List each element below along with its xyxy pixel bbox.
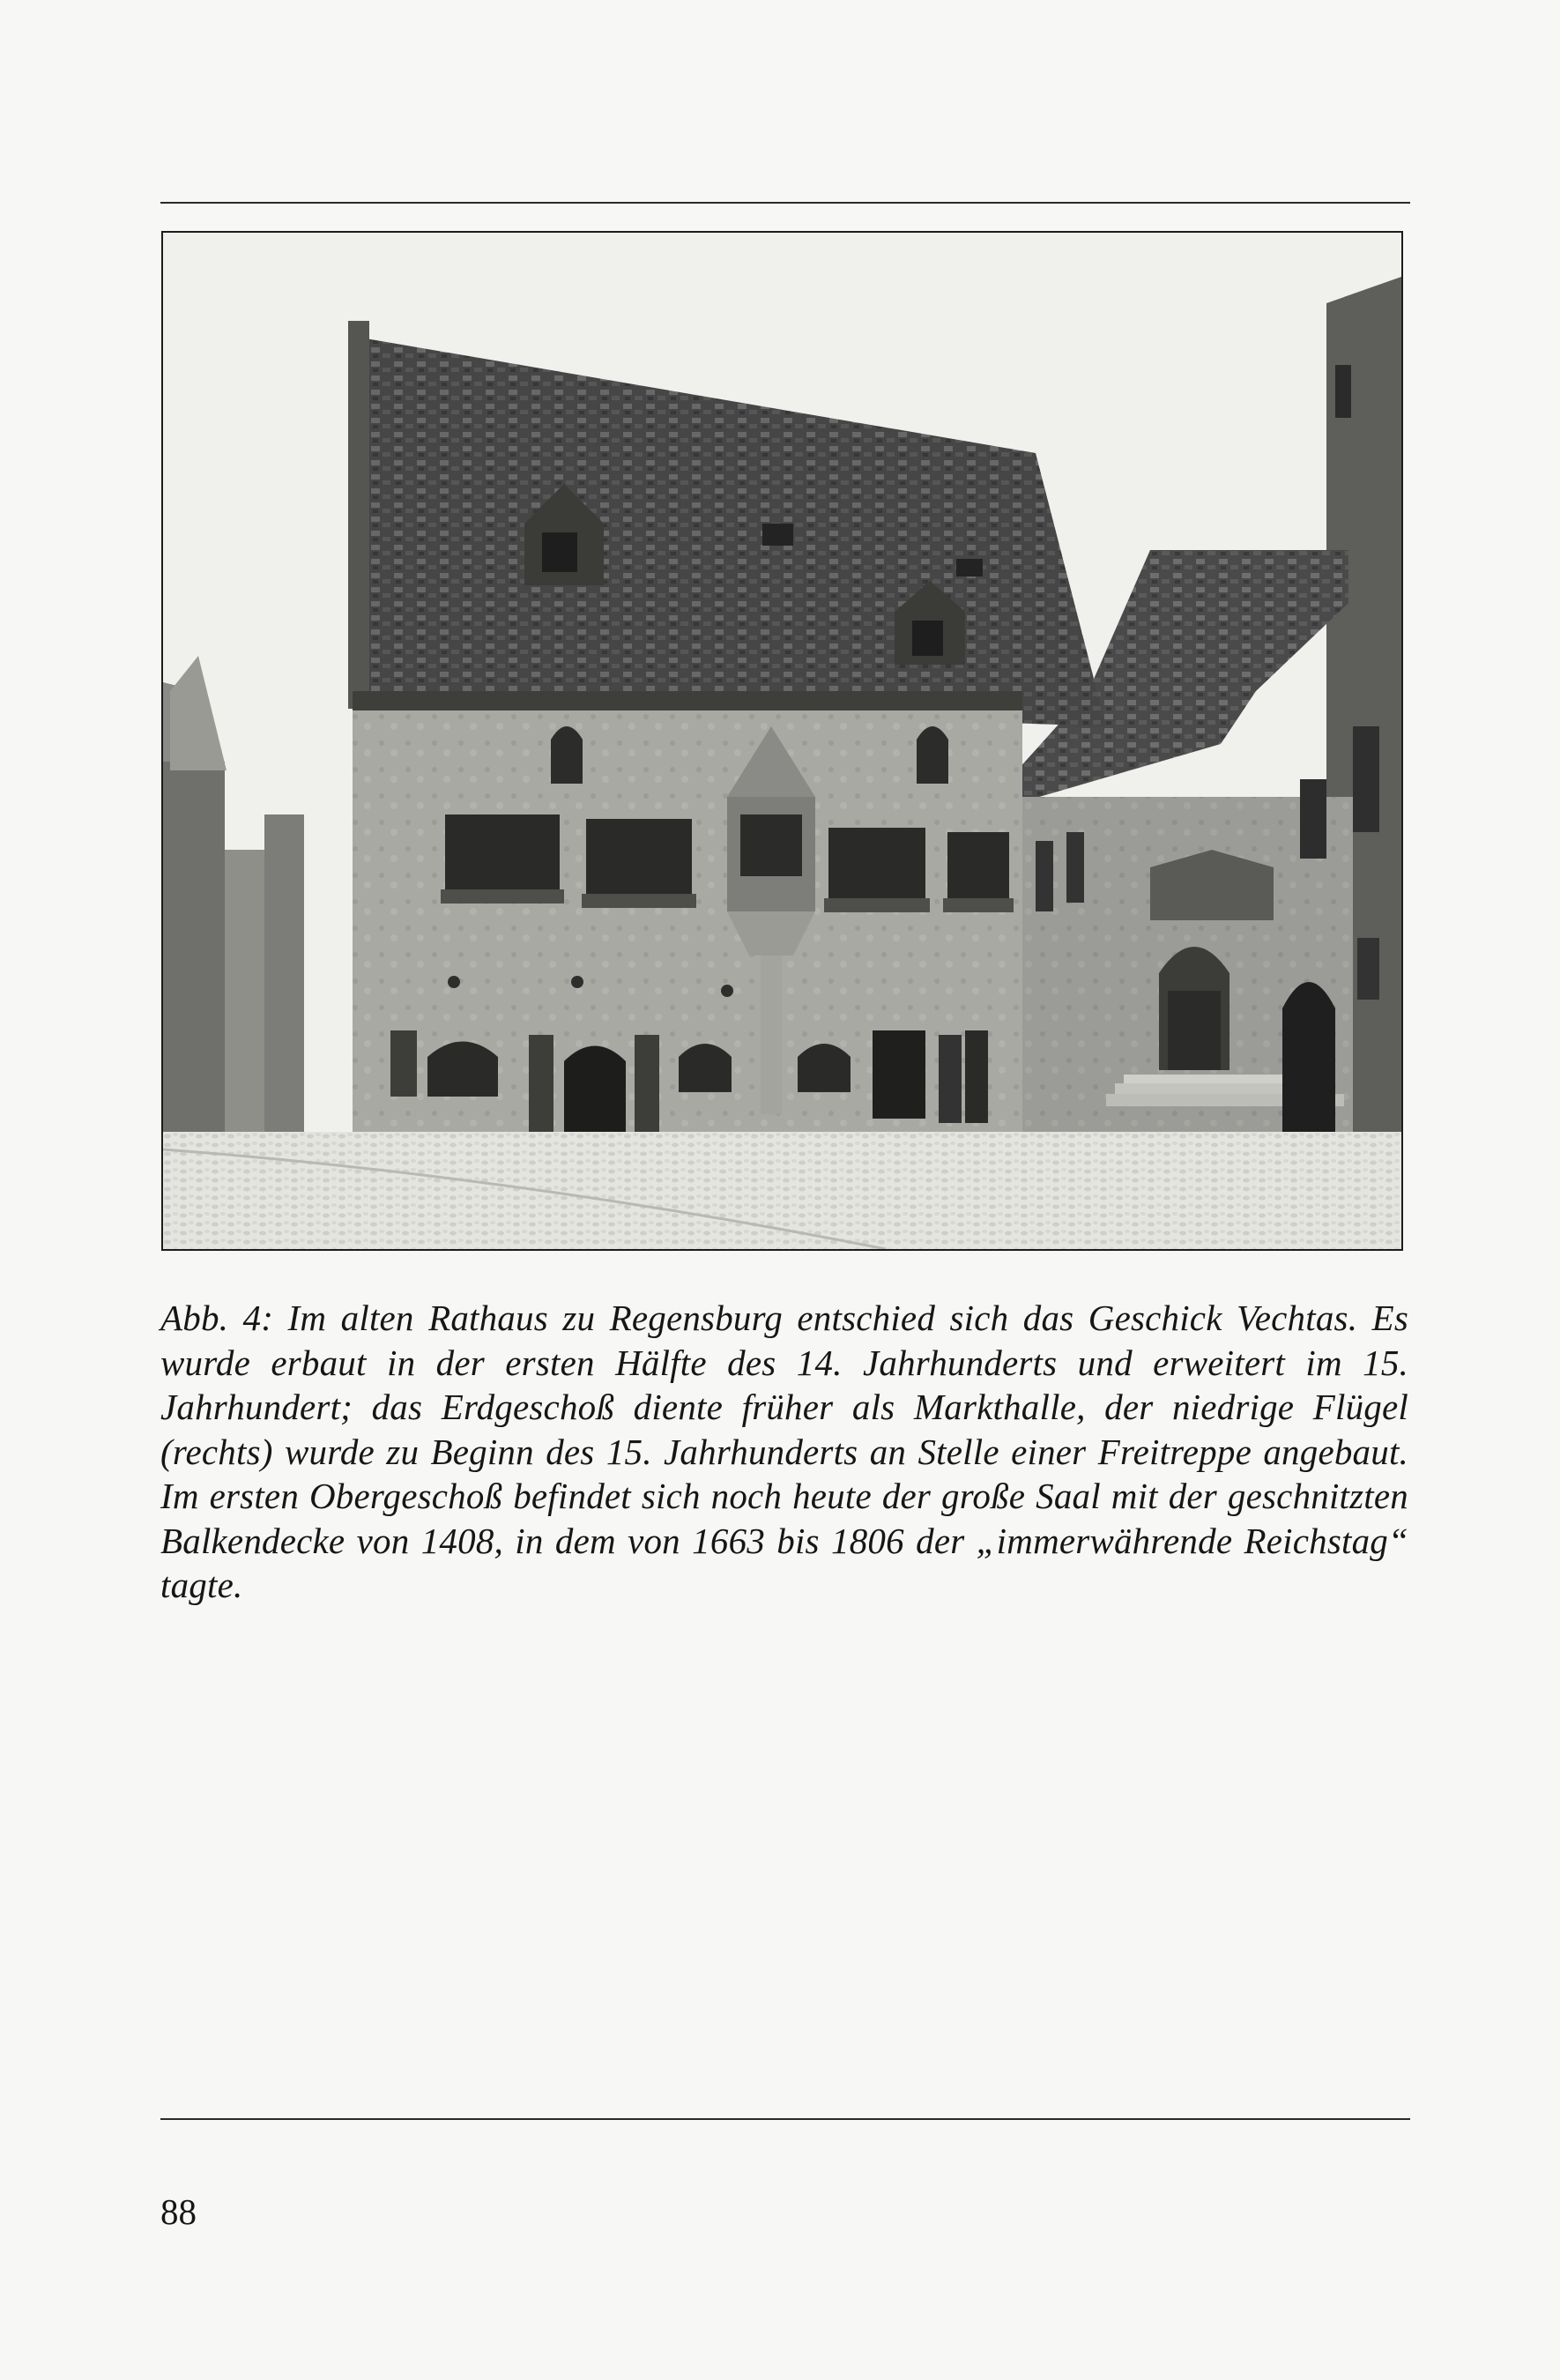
footer-rule — [160, 2118, 1410, 2120]
gable-edge — [348, 321, 369, 709]
page-number: 88 — [160, 2191, 197, 2232]
header-rule — [160, 202, 1410, 204]
figure-caption: Abb. 4: Im alten Rathaus zu Regensburg entschied sich das Geschick Vechtas. Es wurde erbaut in der ersten Hälfte des 14. Jahrhunderts und erweitert im 15. Jahrhundert; das Erdgeschoß diente früher als Markthalle, der niedrige Flügel (rechts) wurde zu Beginn des 15. Jahrhunderts an Stelle einer Freitreppe angebaut. Im ersten Obergeschoß befindet sich noch heute der große Saal mit der geschnitzten Balkendecke von 1408, in dem von 1663 bis 1806 der „immerwährende Reichstag“ tagte. — [160, 1298, 1408, 1605]
cobblestone-plaza — [163, 1132, 1401, 1249]
photograph-old-town-hall-regensburg — [161, 231, 1403, 1251]
